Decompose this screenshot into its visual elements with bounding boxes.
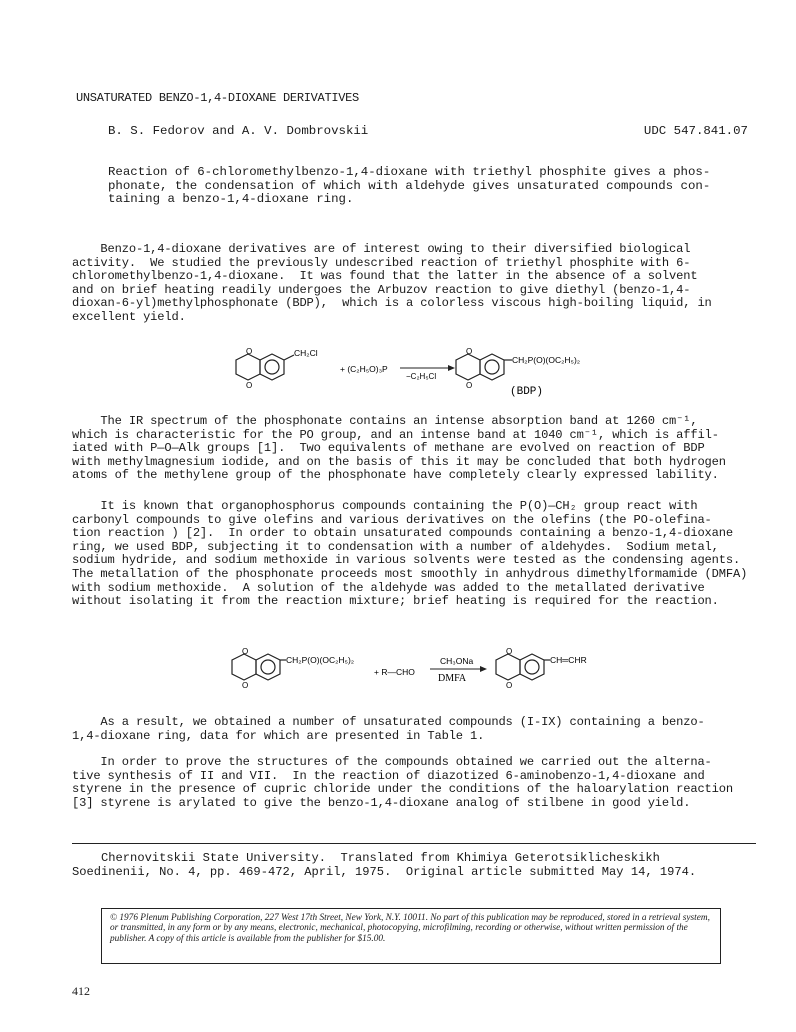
oxygen-label: O [506,681,513,690]
byproduct-label: −C₂H₅Cl [406,372,437,381]
oxygen-label: O [246,347,253,356]
article-title: UNSATURATED BENZO-1,4-DIOXANE DERIVATIVES [76,91,359,105]
oxygen-label: O [466,347,473,356]
reagent-label: + (C₂H₅O)₃P [340,364,388,374]
arrow-head [480,666,487,672]
substituent-label: CH₂Cl [294,348,318,358]
product-substituent-label: CH═CHR [550,655,587,665]
authors: B. S. Fedorov and A. V. Dombrovskii [108,124,369,138]
paragraph-4: As a result, we obtained a number of unsaturated compounds (I-IX) containing a benzo- 1,4-dioxane ring, data for which are presented in Table 1. [72,715,705,743]
page-number: 412 [72,984,90,998]
benzodioxane-structure-product [496,654,550,680]
oxygen-label: O [246,381,253,390]
paragraph-1: Benzo-1,4-dioxane derivatives are of interest owing to their diversified biological activity. We studied the previously undescribed reaction of triethyl phosphite with 6- chloromethylbenzo-1,4-dioxane. It was found that the latter in the absence of a solvent and on brief heating readily undergoes the Arbuzov reaction to give diethyl (benzo-1,4- dioxan-6-yl)methylphosphonate (BDP), which is a colorless viscous high-boiling liquid, in excellent yield. [72,242,712,324]
benzodioxane-structure-product [456,354,512,380]
substituent-label: CH₂P(O)(OC₂H₅)₂ [286,655,355,665]
oxygen-label: O [506,647,513,656]
affiliation-note: Chernovitskii State University. Translated from Khimiya Geterotsiklicheskikh Soedinenii, No. 4, pp. 469-472, April, 1975. Original article submitted May 14, 1974. [72,851,697,879]
solvent-label: DMFA [438,673,467,684]
benzodioxane-structure-reactant [232,654,286,680]
reagent-label: + R—CHO [374,667,415,677]
product-substituent-label: CH₂P(O)(OC₂H₅)₂ [512,355,581,365]
reaction-scheme-1 [228,346,588,402]
reaction-scheme-2 [228,648,608,698]
product-label: (BDP) [510,386,544,398]
udc-code: UDC 547.841.07 [643,124,748,138]
oxygen-label: O [466,381,473,390]
catalyst-label: CH₃ONa [440,656,474,666]
paragraph-2: The IR spectrum of the phosphonate contains an intense absorption band at 1260 cm⁻¹, which is characteristic for the PO group, and an intense band at 1040 cm⁻¹, which is affil- iated with P—O—Alk groups [1]. Two equivalents of methane are evolved on reaction of BDP with methylmagnesium iodide, and on the basis of this it may be concluded that both hydrogen atoms of the methylene group of the phosphonate have completely clearly expressed lability. [72,414,726,483]
benzodioxane-structure-reactant [236,354,294,380]
arrow-head [448,365,455,371]
copyright-notice: © 1976 Plenum Publishing Corporation, 227 West 17th Street, New York, N.Y. 10011. No part of this publication may be reproduced, stored in a retrieval system, or transmitted, in any form or by any means, electronic, mechanical, photocopying, microfilming, recording or otherwise, without written permission of the publisher. A copy of this article is available from the publisher for $15.00. [101,908,721,964]
footer-divider [72,843,756,844]
oxygen-label: O [242,681,249,690]
paragraph-5: In order to prove the structures of the compounds obtained we carried out the alterna- tive synthesis of II and VII. In the reaction of diazotized 6-aminobenzo-1,4-dioxane and styrene in the presence of cupric chloride under the conditions of the haloarylation reaction [3] styrene is arylated to give the benzo-1,4-dioxane analog of stilbene in good yield. [72,755,733,810]
oxygen-label: O [242,647,249,656]
abstract: Reaction of 6-chloromethylbenzo-1,4-dioxane with triethyl phosphite gives a phos- phonate, the condensation of which with aldehyde gives unsaturated compounds con- taining a benzo-1,4-dioxane ring. [108,165,711,206]
paragraph-3: It is known that organophosphorus compounds containing the P(O)—CH₂ group react with carbonyl compounds to give olefins and various derivatives on the olefins (the PO-olefina- tion reaction ) [2]. In order to obtain unsaturated compounds containing a benzo-1,4-dioxane ring, we used BDP, subjecting it to condensation with a number of aldehydes. Sodium metal, sodium hydride, and sodium methoxide in various solvents were tested as the condensing agents. The metallation of the phosphonate proceeds most smoothly in anhydrous dimethylformamide (DMFA) with sodium methoxide. A solution of the aldehyde was added to the metallated derivative without isolating it from the reaction mixture; brief heating is required for the reaction. [72,499,748,609]
